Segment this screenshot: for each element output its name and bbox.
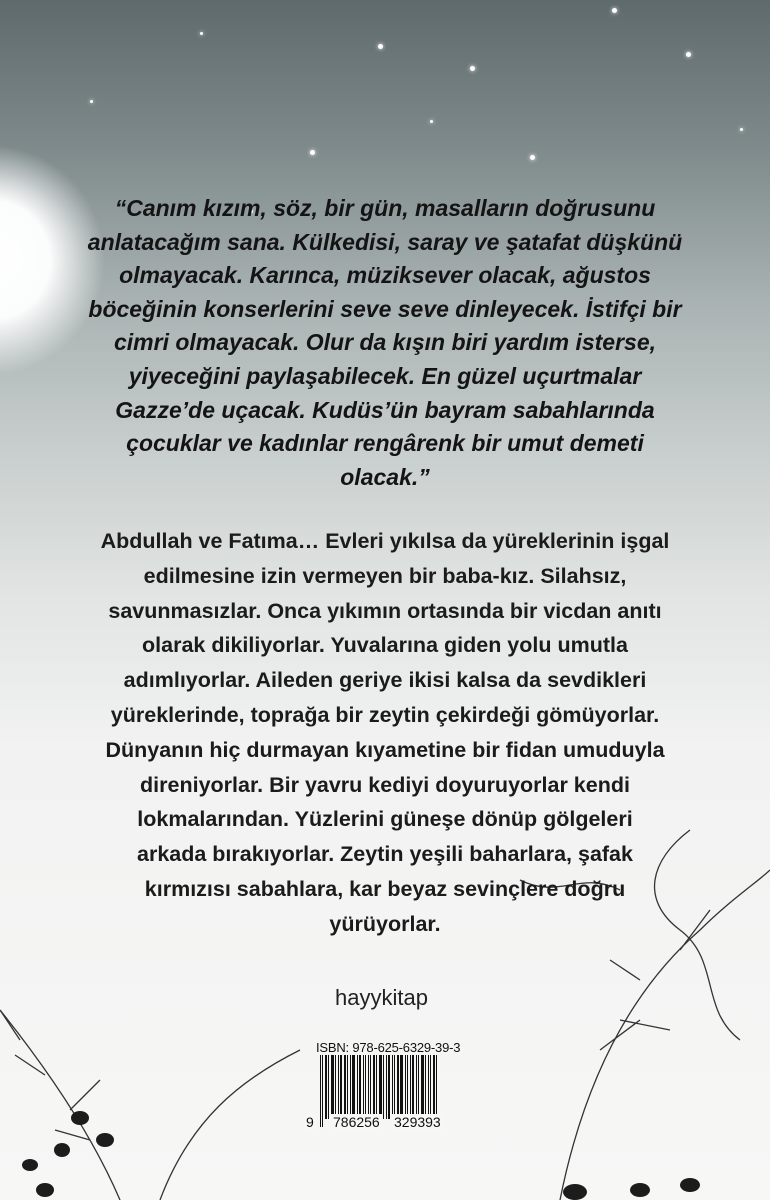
barcode-bar (328, 1055, 329, 1119)
barcode-bar (383, 1055, 384, 1119)
barcode-bar (400, 1055, 403, 1119)
barcode-bar (350, 1055, 351, 1119)
barcode-bar (418, 1055, 419, 1119)
description-line: yürüyorlar. (329, 911, 441, 936)
barcode-bar (416, 1055, 417, 1119)
quote-block (25, 192, 745, 494)
barcode-bar (373, 1055, 375, 1119)
barcode-bar (405, 1055, 406, 1119)
quote-line: cimri olmayacak. Olur da kışın biri yardım isterse, (113, 329, 657, 356)
quote-line: Gazze’de uçacak. Kudüs’ün bayram sabahlarında (115, 396, 655, 423)
barcode-bar (410, 1055, 411, 1119)
barcode-bar (365, 1055, 366, 1119)
barcode-digits-right: 329393 (394, 1114, 441, 1130)
barcode-bar (347, 1055, 348, 1119)
description-line: yüreklerinde, toprağa bir zeytin çekirdeği gömüyorlar. (110, 702, 660, 727)
barcode-bar (322, 1055, 323, 1127)
barcode-bar (335, 1055, 336, 1119)
quote-line: anlatacağım sana. Külkedisi, saray ve şatafat düşkünü (87, 228, 683, 255)
description-line: olarak dikiliyorlar. Yuvalarına giden yolu umutla (142, 633, 628, 658)
barcode-bar (388, 1055, 390, 1119)
barcode-bar (425, 1055, 426, 1119)
barcode-bar (352, 1055, 355, 1119)
isbn-label: ISBN: 978-625-6329-39-3 (316, 1040, 461, 1055)
barcode-bar (430, 1055, 431, 1119)
barcode-bar (320, 1055, 321, 1127)
quote-line: olacak.” (340, 463, 430, 490)
barcode-bar (386, 1055, 387, 1119)
description-line: direniyorlar. Bir yavru kediyi doyuruyorlar kendi (140, 772, 630, 797)
quote-line: çocuklar ve kadınlar rengârenk bir umut demeti (126, 430, 644, 457)
barcode-bar (412, 1055, 414, 1119)
description-line: Dünyanın hiç durmayan kıyametine bir fidan umuduyla (105, 737, 665, 762)
barcode-bar (340, 1055, 342, 1119)
barcode-bar (368, 1055, 369, 1119)
barcode-bar (331, 1055, 334, 1119)
description-line: kırmızısı sabahlara, kar beyaz sevinçlere doğru (144, 876, 626, 901)
barcode-bar (421, 1055, 424, 1119)
description-line: adımlıyorlar. Aileden geriye ikisi kalsa da sevdikleri (123, 668, 647, 693)
publisher-logo: hayykitap (335, 985, 428, 1010)
barcode-bar (370, 1055, 371, 1119)
description-line: lokmalarından. Yüzlerini güneşe dönüp gölgeleri (137, 807, 633, 832)
barcode-bar (428, 1055, 429, 1119)
description-line: Abdullah ve Fatıma… Evleri yıkılsa da yüreklerinin işgal (100, 529, 670, 553)
barcode-bar (397, 1055, 399, 1119)
barcode-bar (394, 1055, 395, 1119)
barcode-bar (363, 1055, 364, 1119)
quote-line: olmayacak. Karınca, müziksever olacak, ağustos (119, 262, 651, 289)
barcode-bar (344, 1055, 346, 1119)
quote-line: “Canım kızım, söz, bir gün, masalların doğrusunu (114, 195, 656, 221)
description-line: arkada bırakıyorlar. Zeytin yeşili baharlara, şafak (137, 842, 633, 867)
description-line: savunmasızlar. Onca yıkımın ortasında bir vicdan anıtı (108, 598, 662, 623)
barcode-bar (338, 1055, 339, 1119)
quote-line: böceğinin konserlerini seve seve dinleyecek. İstifçi bir (88, 295, 682, 322)
barcode-bar (357, 1055, 358, 1119)
barcode-bar (392, 1055, 393, 1119)
barcode-digit-first: 9 (306, 1114, 314, 1130)
description-line: edilmesine izin vermeyen bir baba-kız. Silahsız, (143, 563, 627, 588)
barcode-bar (359, 1055, 361, 1119)
description-block (20, 524, 750, 942)
barcode-bar (407, 1055, 408, 1119)
barcode-bar (325, 1055, 327, 1119)
quote-line: yiyeceğini paylaşabilecek. En güzel uçurtmalar (128, 362, 642, 389)
barcode-digits-left: 786256 (333, 1114, 380, 1130)
